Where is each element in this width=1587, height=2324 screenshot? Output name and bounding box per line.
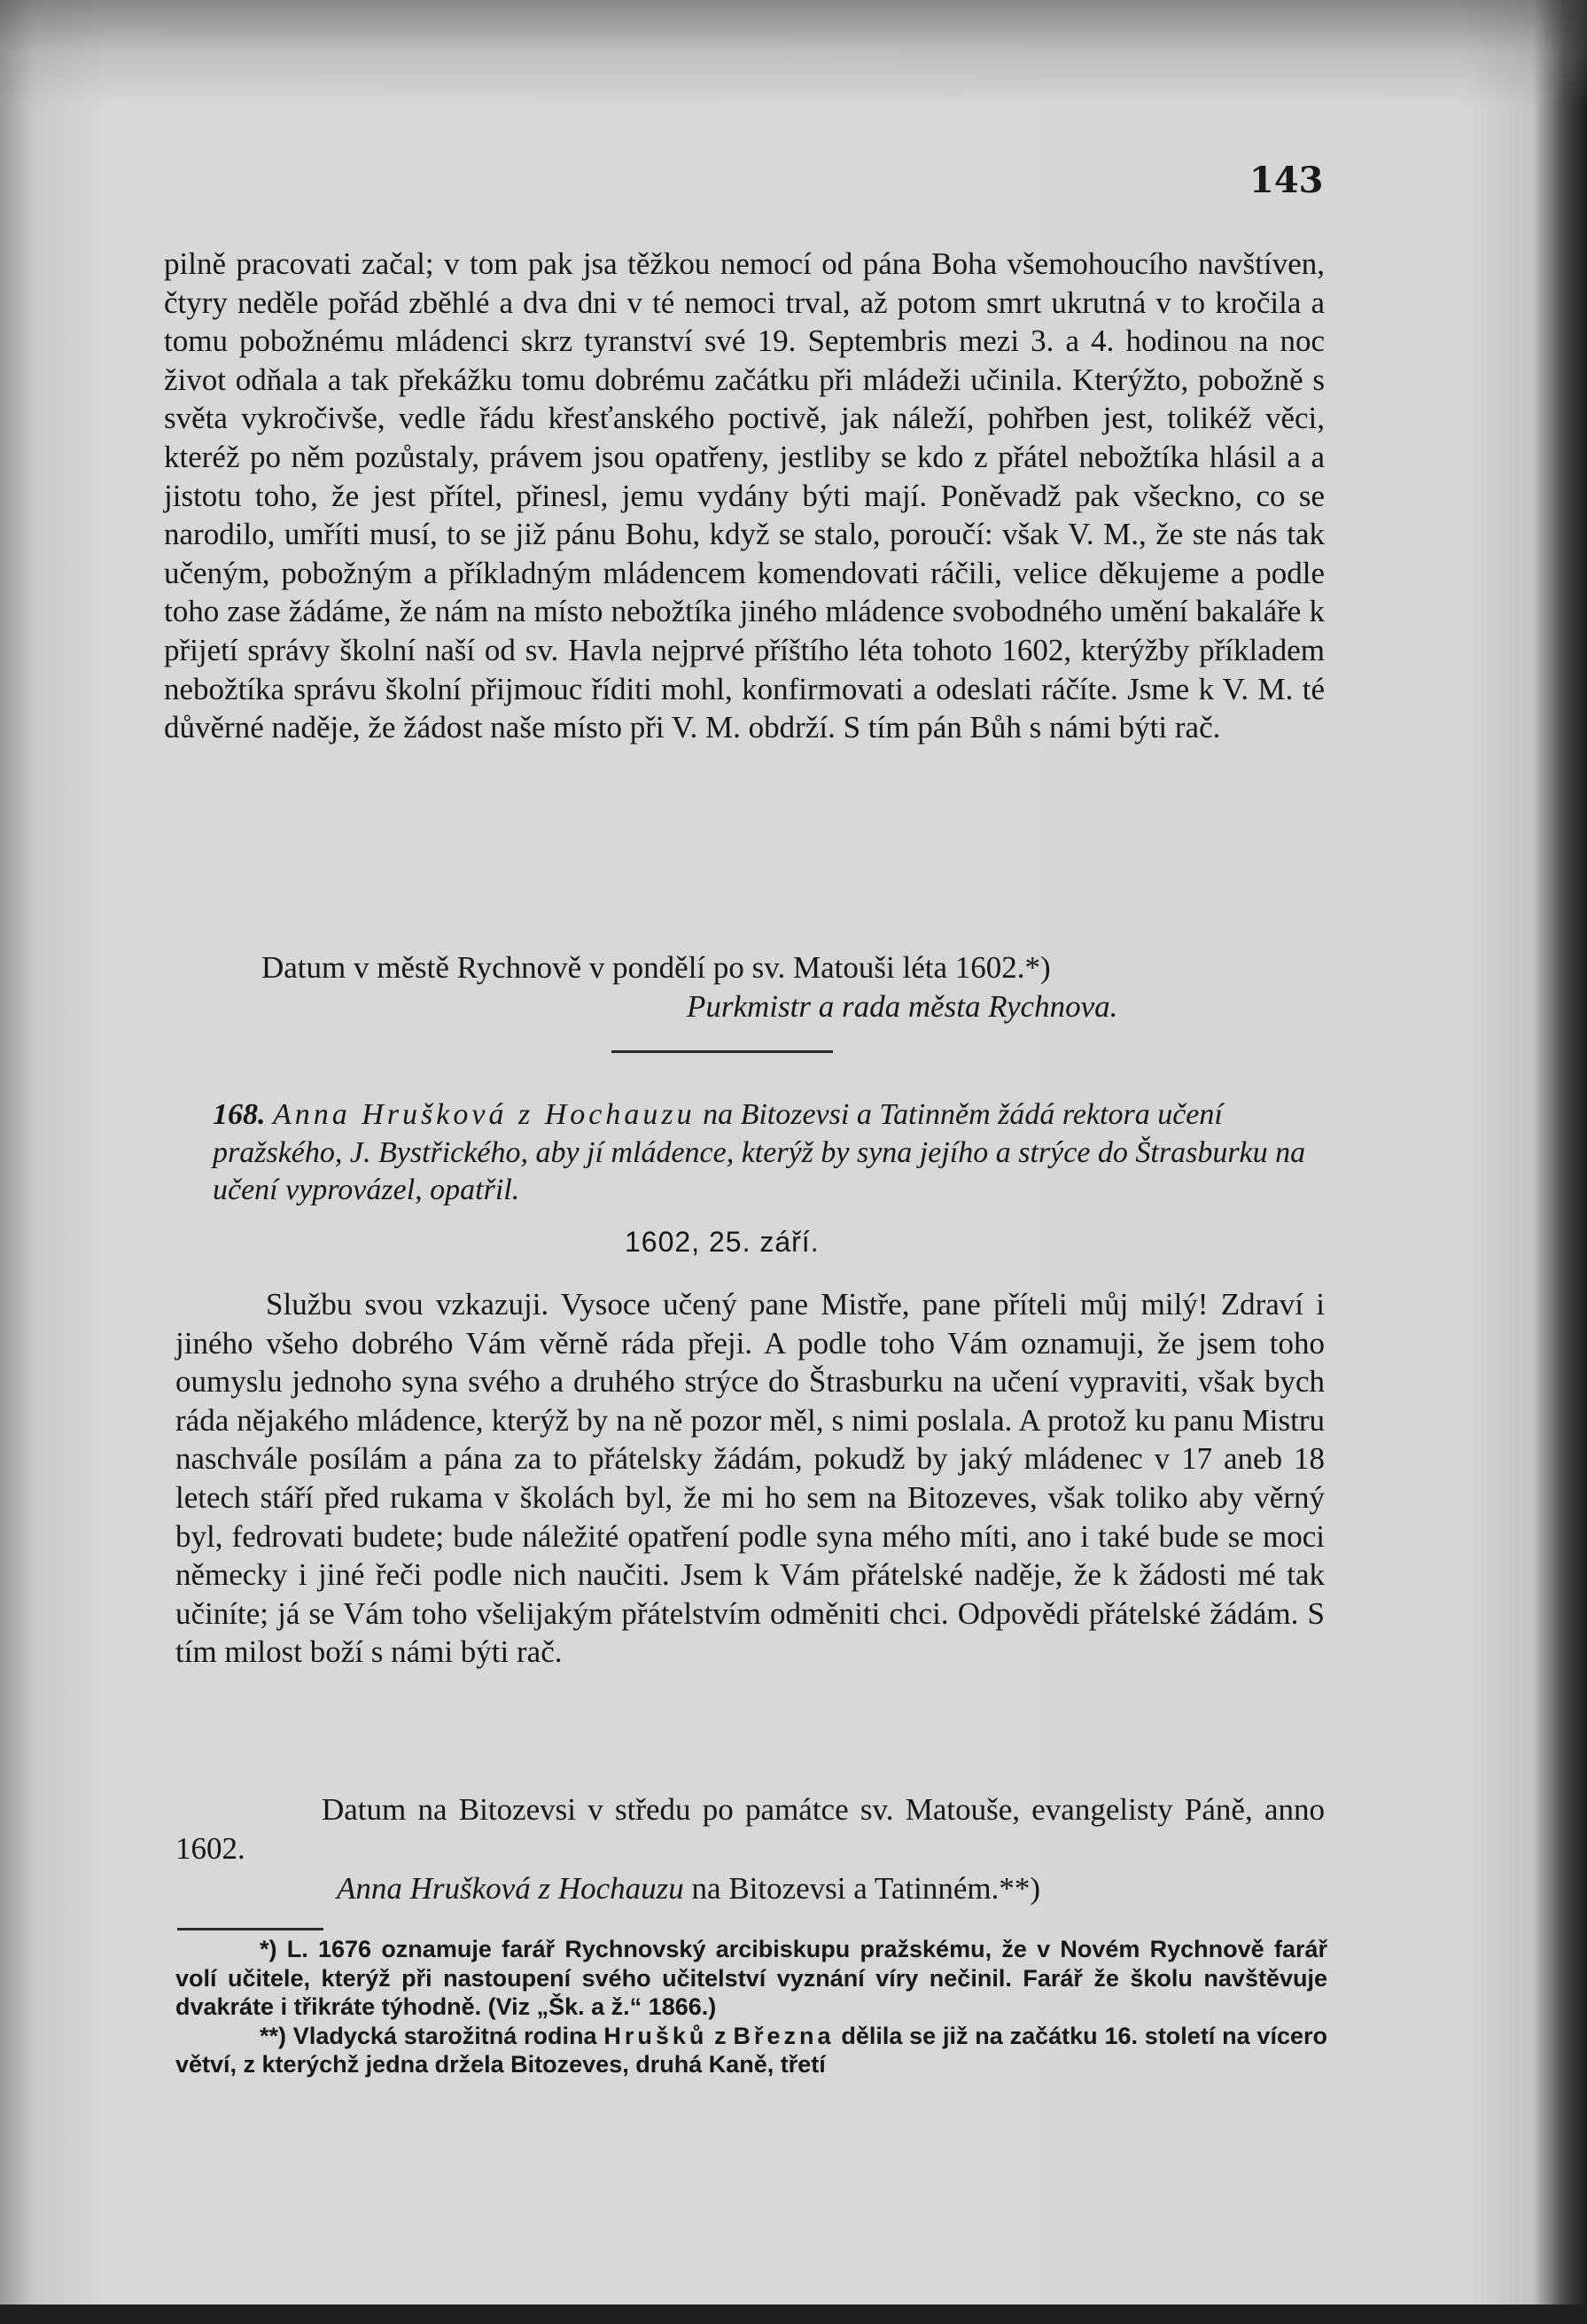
footnote-2-lead: **) Vladycká starožitná rodina [260,2022,604,2049]
signature-name: Anna Hrušková z Hochauzu [337,1871,684,1906]
page-shadow [0,0,1587,106]
footnotes [175,1935,1327,2079]
letter1-datum: Datum v městě Rychnově v pondělí po sv. Matouši léta 1602.*) [261,950,1051,985]
letter2-body: Službu svou vzkazuji. Vysoce učený pane Mistře, pane příteli můj milý! Zdraví i jiného všeho dobrého Vám věrně ráda přeji. A podle toho Vám oznamuji, že jsem toho oumyslu jednoho syna svého a druhého strýce do Štrasburku na učení vypraviti, však bych ráda nějakého mládence, kterýž by na ně pozor měl, s nimi poslala. A protož ku panu Mistru naschvále posílám a pána za to přátelsky žádám, pokudž by jaký mládenec v 17 aneb 18 letech stáří před rukama v školách byl, že mi ho sem na Bitozeves, však toliko aby věrný byl, fedrovati budete; bude náležité opatření podle syna mého míti, ano i také bude se moci německy i jiné řeči podle nich naučiti. Jsem k Vám přátelské naděje, že k žádosti mé tak učiníte; já se Vám toho všelijakým přátelstvím odměniti chci. Odpovědi přátelské žádám. S tím milost boží s námi býti rač. [175,1287,1325,1670]
heading-rest: na Bitozevsi a Tatinněm žádá rektora učení pražského, J. Bystřického, aby jí mládence, kterýž by syna jejího a strýce do Štrasburku na učení vyprovázel, opatřil. [213,1098,1306,1206]
footnote-1: *) L. 1676 oznamuje farář Rychnovský arcibiskupu pražskému, že v Novém Rychnově farář volí učitele, kterýž při nastoupení svého učitelství vyznání víry nečinil. Farář že školu navštěvuje dvakráte i třikráte týhodně. (Viz „Šk. a ž.“ 1866.) [175,1936,1327,2020]
letter2-signature [337,1869,1040,1908]
letter1-signature: Purkmistr a rada města Rychnova. [687,989,1118,1024]
heading-name: Anna Hrušková z Hochauzu [273,1098,696,1131]
section-divider [611,1050,833,1053]
page-number: 143 [1249,160,1324,201]
footnote-2-mid: z [707,2022,734,2049]
footnote-2-name1: Hrušků [603,2022,708,2049]
footnote-2-name2: Března [733,2022,835,2049]
footnote-2-rest: dělila se již na začátku 16. století na vícero větví, z kterýchž jedna držela Bitozeves, druhá Kaně, třetí [175,2022,1327,2078]
page-bottom-edge [0,2305,1587,2324]
letter-number: 168. [213,1098,266,1131]
letter2-date: 1602, 25. září. [625,1226,820,1258]
letter2-heading [213,1096,1327,1210]
footnote-rule [177,1928,323,1930]
letter2-datum: Datum na Bitozevsi v středu po památce sv. Matouše, evangelisty Páně, anno 1602. [175,1792,1325,1866]
letter1-body: pilně pracovati začal; v tom pak jsa těžkou nemocí od pána Boha všemohoucího navštíven, čtyry neděle pořád zběhlé a dva dni v té nemoci trval, až potom smrt ukrutná v to kročila a tomu pobožnému mládenci skrz tyranství své 19. Septembris mezi 3. a 4. hodinou na noc život odňala a tak překážku tomu dobrému začátku při mládeži učinila. Kterýžto, pobožně s světa vykročivše, vedle řádu křesťanského poctivě, jak náleží, pohřben jest, tolikéž věci, kteréž po něm pozůstaly, právem jsou opatřeny, jestliby se kdo z přátel nebožtíka hlásil a a jistotu toho, že jest přítel, přinesl, jemu vydány býti mají. Poněvadž pak všeckno, co se narodilo, umříti musí, to se již pánu Bohu, když se stalo, poroučí: však V. M., že ste nás tak učeným, pobožným a příkladným mládencem komendovati ráčili, velice děkujeme a podle toho zase žádáme, že nám na místo nebožtíka jiného mládence svobodného umění bakaláře k přijetí správy školní naší od sv. Havla nejprvé příštího léta tohoto 1602, kterýžby příkladem nebožtíka správu školní přijmouc říditi mohl, konfirmovati a odeslati ráčíte. Jsme k V. M. té důvěrné naděje, že žádost naše místo při V. M. obdrží. S tím pán Bůh s námi býti rač. [164,246,1325,745]
signature-rest: na Bitozevsi a Tatinném.**) [683,1871,1041,1906]
footnote-2 [175,2022,1327,2079]
